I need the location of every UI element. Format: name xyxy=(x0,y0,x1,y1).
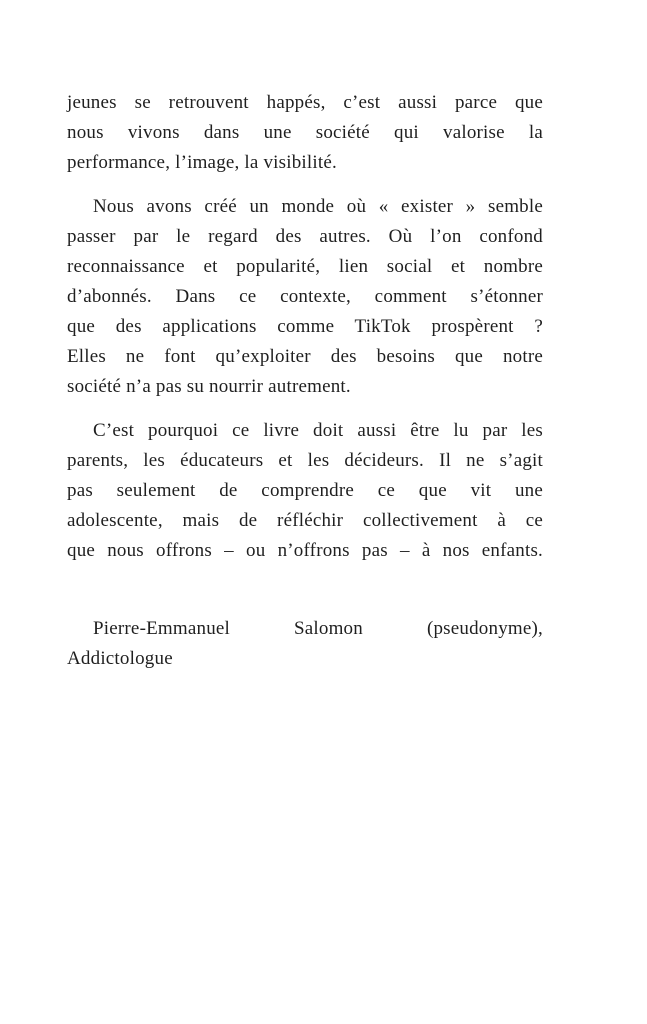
text-line: pas seulement de comprendre ce que vit une xyxy=(67,480,543,501)
text-line: adolescente, mais de réfléchir collectivement à ce xyxy=(67,510,543,531)
text-line: parents, les éducateurs et les décideurs. Il ne s’agit xyxy=(67,450,543,471)
text-block xyxy=(67,88,543,674)
text-line: Nous avons créé un monde où « exister » semble xyxy=(93,196,543,217)
text-line: que des applications comme TikTok prospèrent ? xyxy=(67,316,543,337)
signature-block xyxy=(67,614,543,674)
signature-author: Pierre-Emmanuel Salomon (pseudonyme), xyxy=(93,618,543,639)
paragraph-1 xyxy=(67,88,543,178)
text-line: d’abonnés. Dans ce contexte, comment s’étonner xyxy=(67,286,543,307)
text-line: que nous offrons – ou n’offrons pas – à nos enfants. xyxy=(67,540,543,561)
text-line: reconnaissance et popularité, lien social et nombre xyxy=(67,256,543,277)
text-line: Elles ne font qu’exploiter des besoins que notre xyxy=(67,346,543,367)
text-line: jeunes se retrouvent happés, c’est aussi parce que xyxy=(67,92,543,113)
text-line: société n’a pas su nourrir autrement. xyxy=(67,376,351,397)
text-line: performance, l’image, la visibilité. xyxy=(67,152,337,173)
paragraph-3 xyxy=(67,416,543,566)
signature-title: Addictologue xyxy=(67,648,173,669)
text-line: C’est pourquoi ce livre doit aussi être lu par les xyxy=(93,420,543,441)
text-line: passer par le regard des autres. Où l’on confond xyxy=(67,226,543,247)
text-line: nous vivons dans une société qui valorise la xyxy=(67,122,543,143)
paragraph-2 xyxy=(67,192,543,402)
